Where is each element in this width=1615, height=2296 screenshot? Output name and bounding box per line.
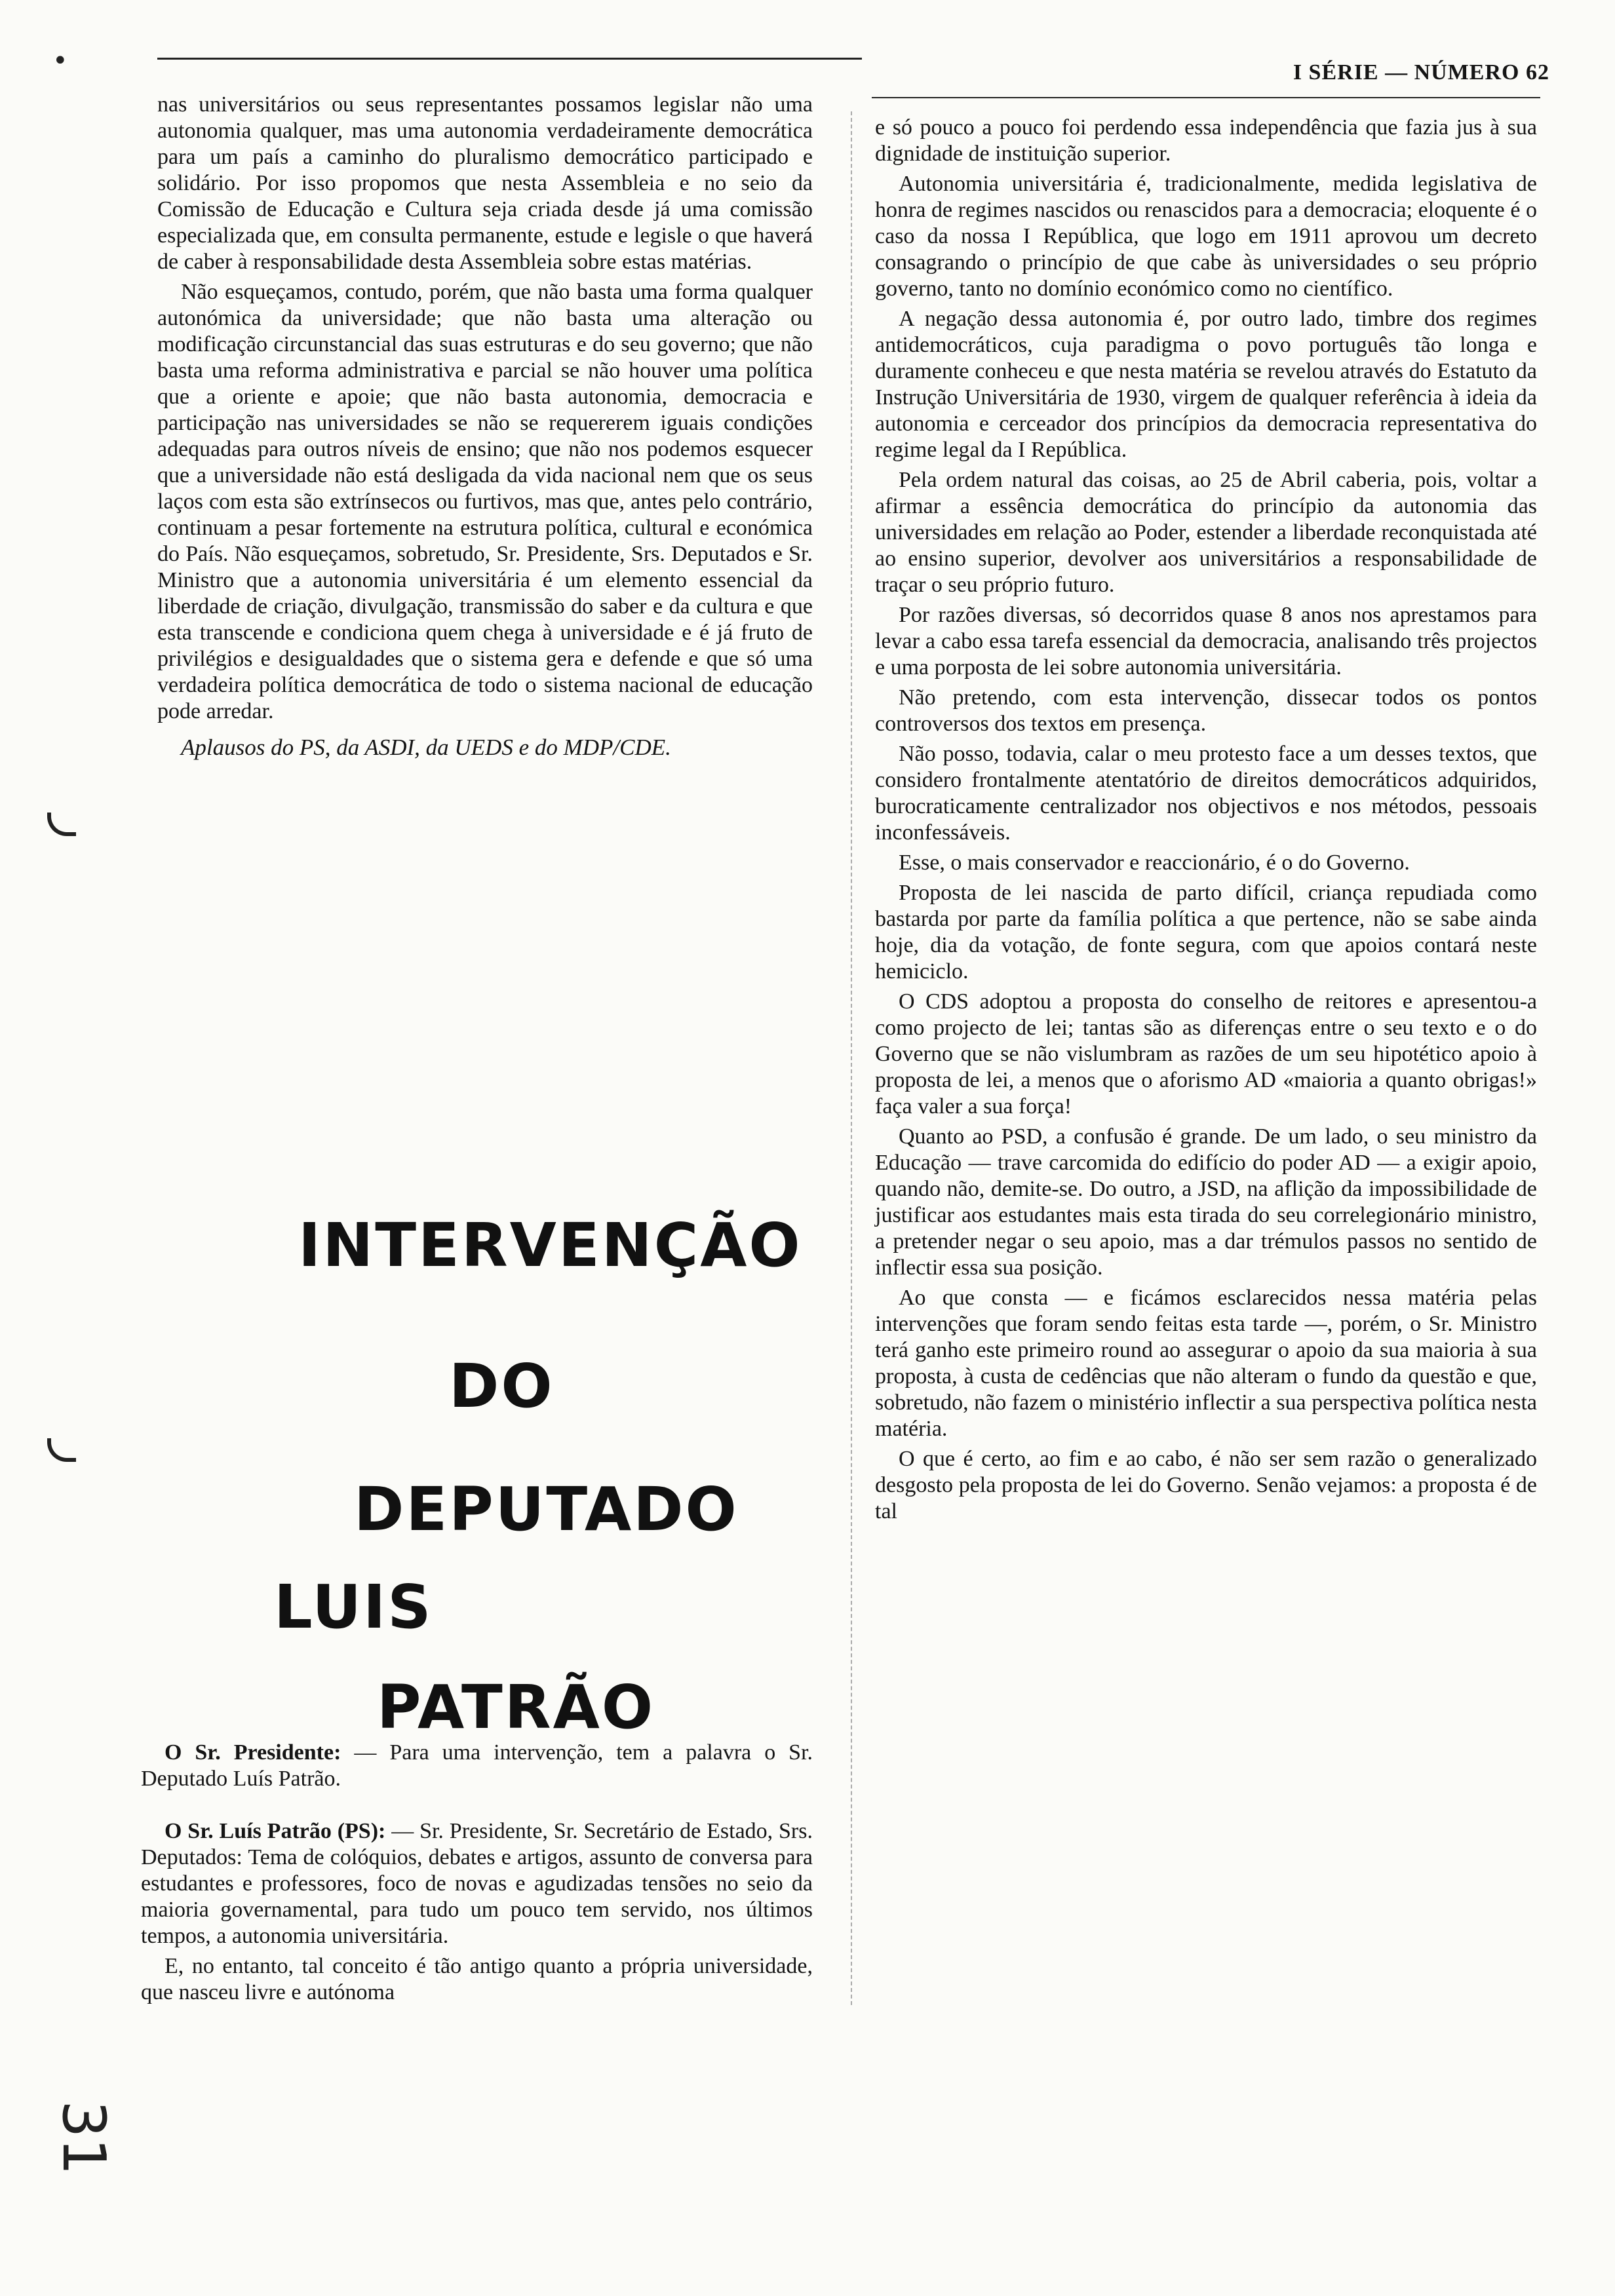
page-header-series: I SÉRIE — NÚMERO 62 bbox=[1293, 60, 1549, 85]
right-paragraph-5: Por razões diversas, só decorridos quase 8 anos nos aprestamos para levar a cabo essa tarefa essencial da democracia, analisando três projectos e uma porposta de lei sobre autonomia universitária. bbox=[875, 603, 1537, 679]
right-paragraph-2: Autonomia universitária é, tradicionalmente, medida legislativa de honra de regimes nascidos ou renascidos para a democracia; eloquente é o caso da nossa I República, que logo em 1911 aprovou um decreto consagrando o princípio de que cabe às universidades o seu próprio governo, tanto no domínio económico como no científico. bbox=[875, 172, 1537, 301]
right-paragraph-12: Ao que consta — e ficámos esclarecidos nessa matéria pelas intervenções que foram sendo feitas esta tarde —, porém, o Sr. Ministro terá ganho este primeiro round ao assegurar o apoio da sua maioria à sua proposta, à custa de cedências que não alteram o fundo da questão e que, sobretudo, não fazem o ministério inflectir a sua perspectiva política nesta matéria. bbox=[875, 1286, 1537, 1441]
left-paragraph-2: Não esqueçamos, contudo, porém, que não basta uma forma qualquer autonómica da universidade; que não basta uma alteração ou modificação circunstancial das suas estruturas e do seu governo; que não basta uma reforma administrativa e parcial se não houver uma política que a oriente e apoie; que não basta autonomia, democracia e participação nas universidades se não se requererem iguais condições adequadas para outros níveis de ensino; que não nos podemos esquecer que a universidade não está desligada da vida nacional nem que os seus laços com esta são extrínsecos ou furtivos, mas que, antes pelo contrário, continuam a pesar fortemente na estrutura política, cultural e económica do País. Não esqueçamos, sobretudo, Sr. Presidente, Srs. Deputados e Sr. Ministro que a autonomia universitária é um elemento essencial da liberdade de criação, divulgação, transmissão do saber e da cultura e que esta transcende e condiciona quem chega à universidade e é já fruto de privilégios e desigualdades que o sistema gera e defende e que só uma verdadeira política democrática de todo o sistema nacional de educação pode arredar. bbox=[157, 280, 813, 723]
right-paragraph-11: Quanto ao PSD, a confusão é grande. De um lado, o seu ministro da Educação — trave carcomida do edifício do poder AD — a exigir apoio, quando não, demite-se. Do outro, a JSD, na aflição da impossibilidade de justificar aos estudantes mais esta tirada do seu correlegionário ministro, a pretender negar o seu apoio, mas a dar trémulos passos no sentido de inflectir essa sua posição. bbox=[875, 1124, 1537, 1280]
binding-hole-mark bbox=[47, 813, 76, 836]
president-paragraph bbox=[141, 1740, 813, 1792]
intervention-last-paragraph: E, no entanto, tal conceito é tão antigo quanto a própria universidade, que nasceu livre e autónoma bbox=[141, 1954, 813, 2004]
headline-line-3: DEPUTADO bbox=[354, 1474, 739, 1544]
right-paragraph-1: e só pouco a pouco foi perdendo essa independência que fazia jus à sua dignidade de instituição superior. bbox=[875, 115, 1537, 166]
applause-note: Aplausos do PS, da ASDI, da UEDS e do MDP/CDE. bbox=[181, 735, 671, 760]
right-paragraph-13: O que é certo, ao fim e ao cabo, é não ser sem razão o generalizado desgosto pela proposta de lei do Governo. Senão vejamos: a proposta é de tal bbox=[875, 1447, 1537, 1523]
right-paragraph-4: Pela ordem natural das coisas, ao 25 de Abril caberia, pois, voltar a afirmar a essência democrática do princípio da autonomia das universidades em relação ao Poder, estender a liberdade reconquistada até ao ensino superior, devolver aos universitários a responsabilidade de traçar o seu próprio futuro. bbox=[875, 468, 1537, 597]
intervention-text bbox=[141, 1740, 813, 2010]
deputy-speaker: O Sr. Luís Patrão (PS): bbox=[165, 1819, 386, 1843]
headline-line-4: LUIS bbox=[274, 1572, 433, 1642]
deputy-text: — Sr. Presidente, Sr. Secretário de Estado, Srs. Deputados: Tema de colóquios, debates e artigos, assunto de conversa para estudantes e professores, foco de novas e agudizadas tensões no seio da maioria governamental, para tudo um pouco tem servido, nos últimos tempos, a autonomia universitária. bbox=[141, 1819, 813, 1948]
left-paragraph-1: nas universitários ou seus representantes possamos legislar não uma autonomia qualquer, mas uma autonomia verdadeiramente democrática para um país a caminho do pluralismo democrático participado e solidário. Por isso propomos que nesta Assembleia e no seio da Comissão de Educação e Cultura seja criada desde já uma comissão especializada que, em consulta permanente, estude e legisle o que haverá de caber à responsabilidade desta Assembleia sobre estas matérias. bbox=[157, 92, 813, 274]
president-text: — Para uma intervenção, tem a palavra o Sr. Deputado Luís Patrão. bbox=[141, 1740, 813, 1791]
right-paragraph-9: Proposta de lei nascida de parto difícil, criança repudiada como bastarda por parte da família política a que pertence, não se sabe ainda hoje, dia da votação, de fonte segura, com que apoios contará neste hemiciclo. bbox=[875, 881, 1537, 984]
page-number: 31 bbox=[49, 2100, 118, 2175]
right-paragraph-8: Esse, o mais conservador e reaccionário, é o do Governo. bbox=[899, 851, 1410, 875]
margin-dot: • bbox=[52, 46, 68, 76]
right-paragraph-6: Não pretendo, com esta intervenção, dissecar todos os pontos controversos dos textos em presença. bbox=[875, 685, 1537, 736]
headline-line-1: INTERVENÇÃO bbox=[298, 1210, 802, 1280]
right-paragraph-10: O CDS adoptou a proposta do conselho de reitores e apresentou-a como projecto de lei; tantas são as diferenças entre o seu texto e o do Governo que se não vislumbram as razões de um seu hipotético apoio à proposta de lei, a menos que o aforismo AD «maioria a quanto obrigas!» faça valer a sua força! bbox=[875, 989, 1537, 1119]
deputy-paragraph bbox=[141, 1818, 813, 1949]
binding-hole-mark bbox=[47, 1438, 76, 1462]
president-speaker: O Sr. Presidente: bbox=[165, 1740, 341, 1765]
spacer bbox=[141, 1796, 813, 1818]
top-rule bbox=[157, 58, 862, 60]
headline-line-5: PATRÃO bbox=[377, 1672, 655, 1742]
column-divider bbox=[851, 111, 852, 2005]
headline-line-2: DO bbox=[449, 1351, 555, 1421]
right-paragraph-3: A negação dessa autonomia é, por outro lado, timbre dos regimes antidemocráticos, cuja paradigma o povo português tão longa e duramente conheceu e que nesta matéria se revelou através do Estatuto da Instrução Universitária de 1930, virgem de qualquer referência à ideia da autonomia e cerceador dos princípios da democracia representativa do regime legal da I República. bbox=[875, 307, 1537, 462]
right-column bbox=[875, 115, 1537, 1529]
right-paragraph-7: Não posso, todavia, calar o meu protesto face a um desses textos, que considero frontalmente atentatório de direitos democráticos adquiridos, burocraticamente centralizador nos objectivos e nos métodos, pessoais inconfessáveis. bbox=[875, 742, 1537, 845]
left-column bbox=[157, 92, 813, 761]
header-rule bbox=[872, 97, 1540, 98]
